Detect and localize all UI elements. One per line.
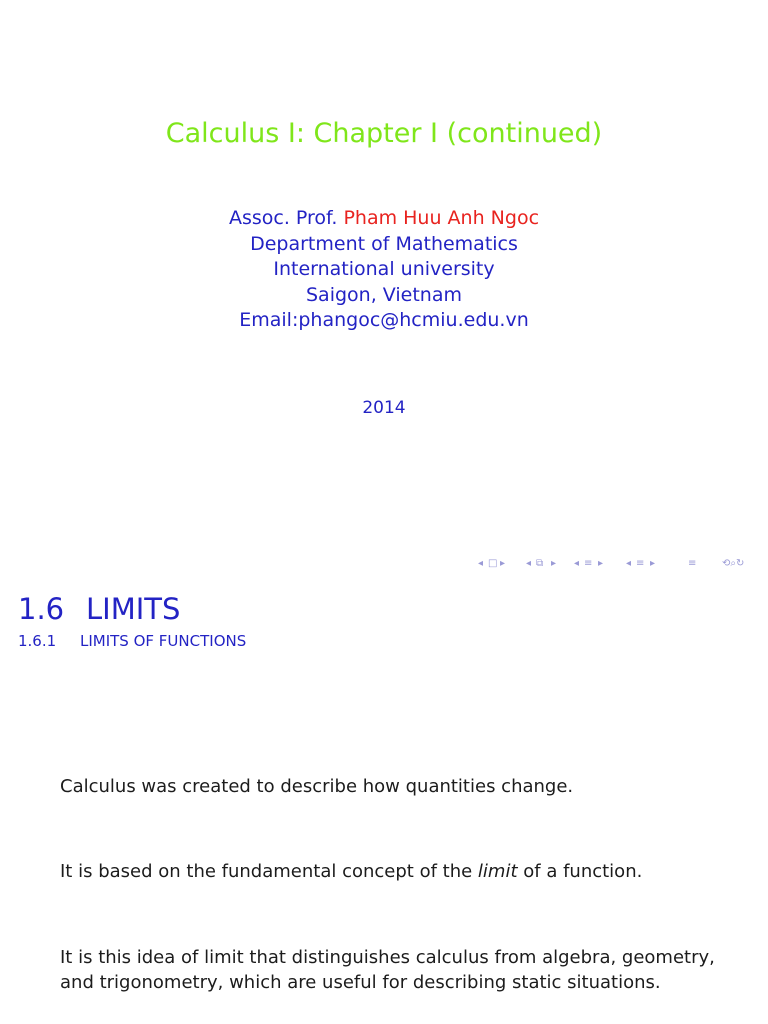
author-block	[0, 206, 768, 334]
search-back-forward-icon[interactable]: ⟲⌕↻	[722, 558, 745, 569]
paragraph-1: Calculus was created to describe how quantities change.	[60, 776, 574, 797]
department: Department of Mathematics	[250, 232, 518, 255]
paragraph-2-text-before: It is based on the fundamental concept of the	[60, 861, 478, 882]
subsection-title: LIMITS OF FUNCTIONS	[80, 632, 247, 650]
subsection-prev-icon[interactable]: ◂	[526, 558, 532, 569]
paragraph-2-emphasis: limit	[477, 861, 518, 882]
paragraph-3	[60, 945, 720, 995]
subsection-number: 1.6.1	[18, 632, 57, 650]
author-prefix: Assoc. Prof.	[228, 207, 344, 229]
subsection-next-icon[interactable]: ▸	[551, 558, 557, 569]
section-icon[interactable]: ≡	[584, 558, 593, 569]
email: Email:phangoc@hcmiu.edu.vn	[239, 309, 529, 331]
part-icon[interactable]: ≡	[636, 558, 645, 569]
author-name: Pham Huu Anh Ngoc	[343, 207, 540, 229]
section-next-icon[interactable]: ▸	[598, 558, 604, 569]
part-prev-icon[interactable]: ◂	[626, 558, 632, 569]
frame-next-icon[interactable]: ▸	[500, 558, 506, 569]
section-heading	[18, 592, 180, 626]
part-next-icon[interactable]: ▸	[650, 558, 656, 569]
subsection-heading	[18, 632, 246, 650]
section-prev-icon[interactable]: ◂	[574, 558, 580, 569]
slide-title: Calculus I: Chapter I (continued)	[165, 118, 603, 149]
beamer-navigation	[478, 558, 768, 578]
author-line	[0, 206, 768, 232]
frame-prev-icon[interactable]: ◂	[478, 558, 484, 569]
paragraph-3-line-2: and trigonometry, which are useful for describing static situations.	[60, 972, 661, 993]
section-title: LIMITS	[86, 592, 181, 626]
content-slide	[0, 580, 768, 1024]
section-number: 1.6	[18, 592, 65, 626]
year: 2014	[362, 398, 406, 418]
location: Saigon, Vietnam	[306, 283, 462, 306]
frame-icon[interactable]: □	[488, 558, 498, 569]
paragraph-2	[60, 859, 720, 884]
document-icon[interactable]: ≡	[688, 558, 697, 569]
paragraph-2-text-after: of a function.	[517, 861, 643, 882]
subsection-icon[interactable]: ⧉	[536, 558, 544, 569]
university: International university	[273, 258, 495, 280]
paragraph-3-line-1: It is this idea of limit that distinguishes calculus from algebra, geometry,	[60, 947, 715, 968]
